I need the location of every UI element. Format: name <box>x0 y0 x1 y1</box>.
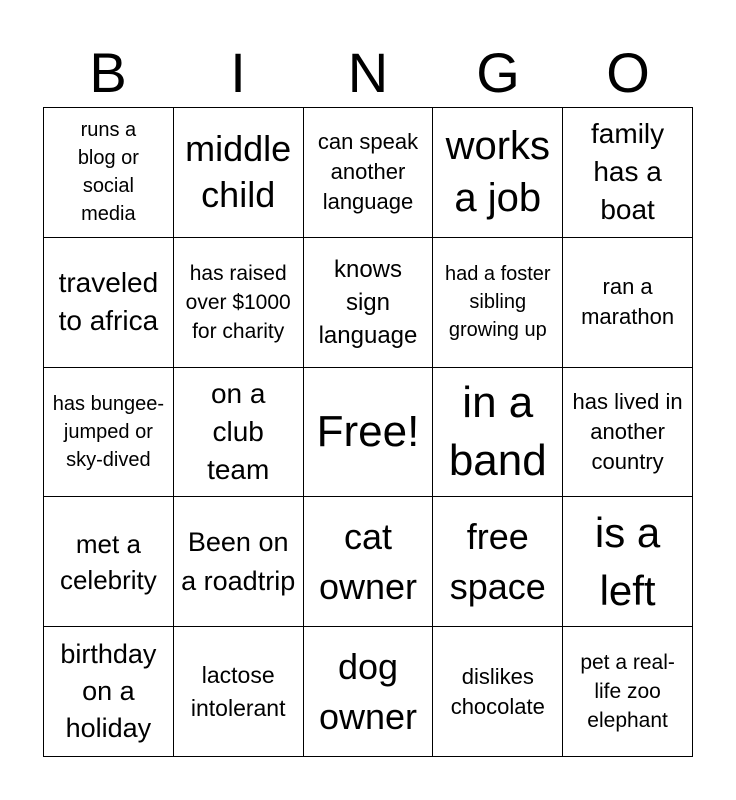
header-letter-b: B <box>89 41 127 104</box>
bingo-cell[interactable] <box>433 108 563 238</box>
cell-text: ran a marathon <box>581 274 675 330</box>
cell-text: pet a real-life zoo elephant <box>580 651 675 733</box>
cell-text: is a left <box>594 508 661 614</box>
cell-text: lactose intolerant <box>190 661 286 721</box>
cell-text: birthday on a holiday <box>60 639 157 744</box>
bingo-grid <box>43 107 693 757</box>
bingo-cell[interactable] <box>563 497 693 627</box>
cell-text: can speak another language <box>317 129 419 215</box>
bingo-cell[interactable] <box>174 368 304 498</box>
cell-text: in a band <box>448 377 547 485</box>
bingo-cell[interactable] <box>174 238 304 368</box>
bingo-cell[interactable] <box>563 108 693 238</box>
cell-text: knows sign language <box>318 255 418 349</box>
bingo-cell[interactable] <box>563 627 693 757</box>
cell-text: Free! <box>316 406 420 456</box>
bingo-cell[interactable] <box>304 238 434 368</box>
cell-text: on a club team <box>207 377 270 485</box>
cell-text: dog owner <box>318 645 418 737</box>
header-letter-o: O <box>606 41 650 104</box>
cell-text: Been on a roadtrip <box>181 526 296 596</box>
bingo-cell[interactable] <box>304 497 434 627</box>
bingo-cell[interactable] <box>44 497 174 627</box>
bingo-cell[interactable] <box>433 497 563 627</box>
bingo-cell[interactable] <box>44 238 174 368</box>
cell-text: dislikes chocolate <box>450 663 545 719</box>
cell-text: cat owner <box>318 515 418 607</box>
cell-text: runs a blog or social media <box>77 119 139 226</box>
bingo-cell[interactable] <box>304 368 434 498</box>
header-letter-g: G <box>476 41 520 104</box>
bingo-cell[interactable] <box>44 108 174 238</box>
bingo-cell[interactable] <box>174 627 304 757</box>
cell-text: had a foster sibling growing up <box>444 263 551 342</box>
cell-text: traveled to africa <box>58 267 159 337</box>
cell-text: family has a boat <box>591 118 665 226</box>
bingo-cell[interactable] <box>44 627 174 757</box>
cell-text: met a celebrity <box>59 528 157 595</box>
bingo-cell[interactable] <box>563 368 693 498</box>
bingo-cell[interactable] <box>44 368 174 498</box>
bingo-cell[interactable] <box>304 627 434 757</box>
bingo-cell[interactable] <box>433 368 563 498</box>
bingo-cell[interactable] <box>174 497 304 627</box>
cell-text: has lived in another country <box>572 388 683 474</box>
header-letter-n: N <box>347 41 389 104</box>
header-letter-i: I <box>230 41 246 104</box>
cell-text: free space <box>449 515 546 607</box>
bingo-cell[interactable] <box>433 627 563 757</box>
bingo-cell[interactable] <box>304 108 434 238</box>
bingo-header <box>43 40 693 106</box>
bingo-cell[interactable] <box>174 108 304 238</box>
bingo-cell[interactable] <box>433 238 563 368</box>
bingo-cell[interactable] <box>563 238 693 368</box>
cell-text: has bungee-jumped or sky-dived <box>52 392 164 471</box>
cell-text: works a job <box>445 124 551 221</box>
cell-text: has raised over $1000 for charity <box>185 261 291 343</box>
cell-text: middle child <box>185 128 292 216</box>
